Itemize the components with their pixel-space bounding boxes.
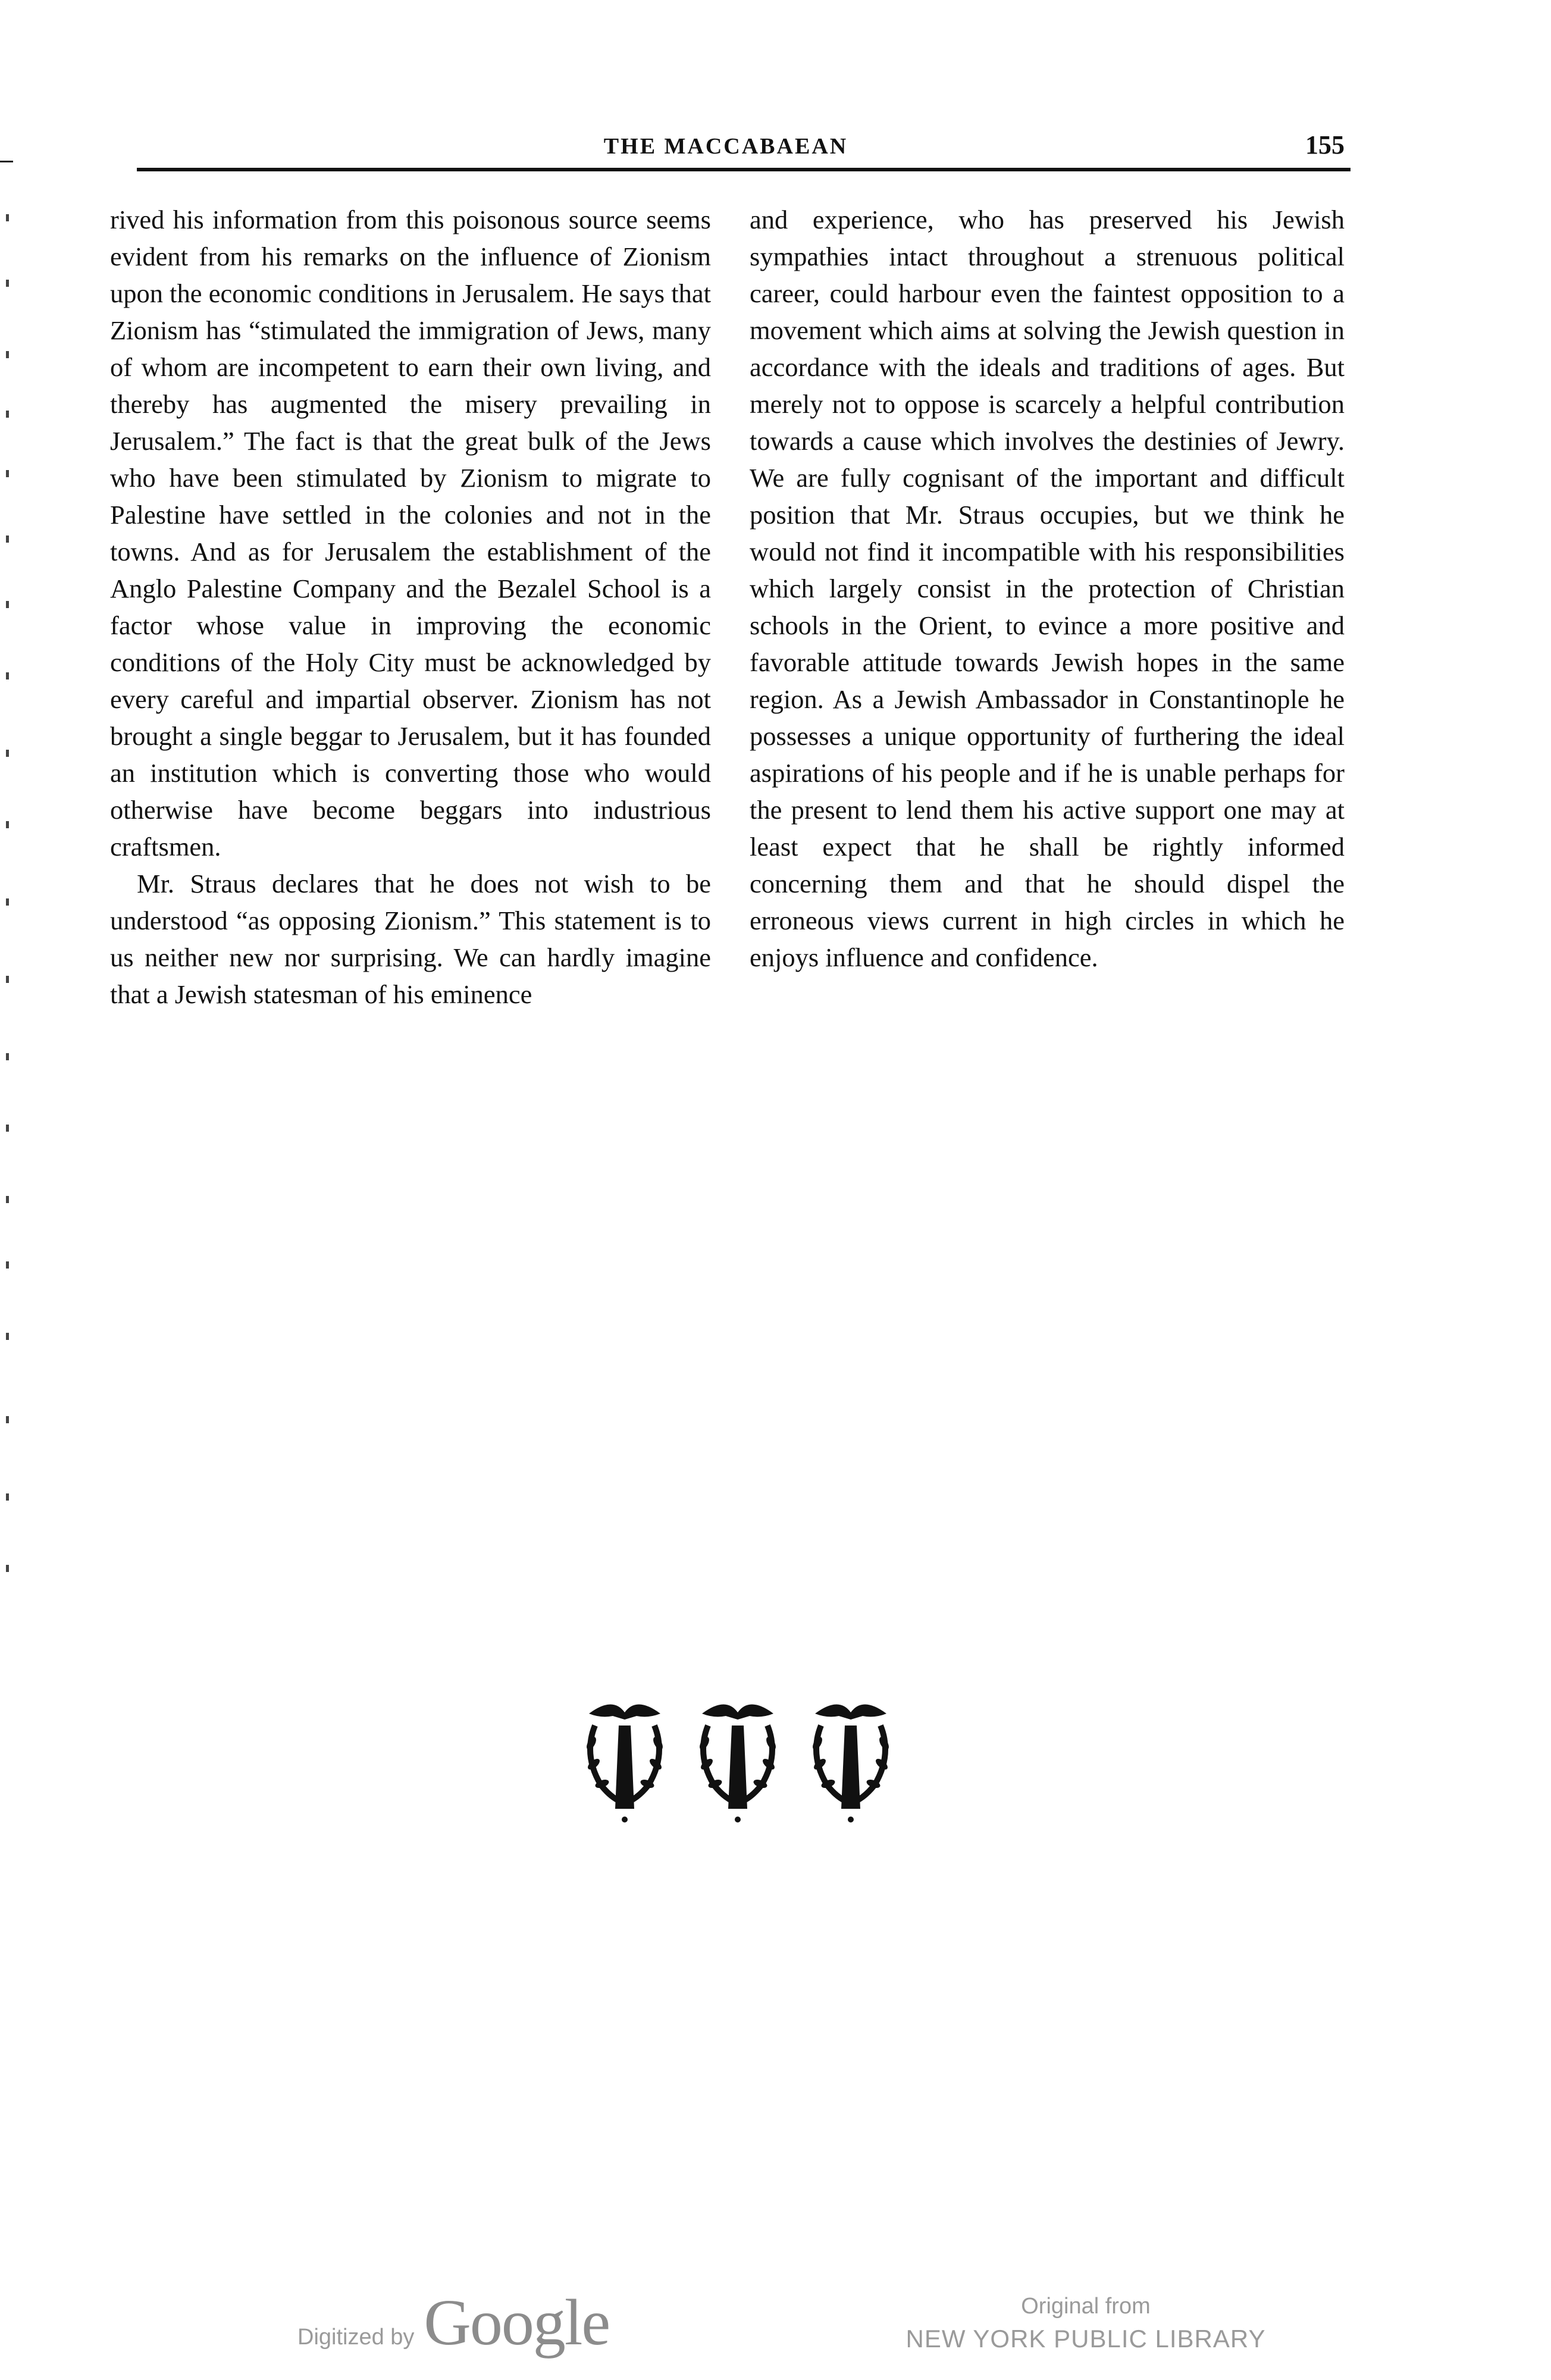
wreath-ornament-icon [571, 1690, 904, 1833]
original-from-label: Original from [1021, 2294, 1151, 2319]
google-logo: Google [424, 2286, 610, 2359]
page-header [107, 130, 1345, 171]
left-column [110, 201, 711, 1013]
scan-edge-mark [0, 161, 13, 162]
left-paragraph-2: Mr. Straus declares that he does not wish to be understood “as opposing Zionism.” This statement is to us neither new nor surprising. We can hardly imagine that a Jewish statesman of his eminence [110, 869, 711, 1009]
digitized-label: Digitized by [297, 2325, 415, 2350]
running-head: THE MACCABAEAN [603, 134, 848, 159]
left-paragraph-1: rived his information from this poisonous source seems evident from his remarks on the influence of Zionism upon the economic conditions in Jerusalem. He says that Zionism has “stimulated the immigration of Jews, many of whom are incompetent to earn their own living, and thereby has augmented the misery prevailing in Jerusalem.” The fact is that the great bulk of the Jews who have been stimulated by Zionism to migrate to Palestine have settled in the colonies and not in the towns. And as for Jerusalem the establishment of the Anglo Palestine Company and the Bezalel School is a factor whose value in improving the economic conditions of the Holy City must be acknowledged by every careful and impartial observer. Zionism has not brought a single beggar to Jerusalem, but it has founded an institution which is converting those who would otherwise have become beggars into industrious craftsmen. [110, 205, 711, 862]
library-name: NEW YORK PUBLIC LIBRARY [905, 2325, 1266, 2353]
digitized-by-google [297, 2285, 610, 2359]
page-number: 155 [1305, 130, 1345, 159]
header-rule [137, 168, 1351, 171]
scan-margin-specks [0, 214, 18, 1583]
right-column [750, 201, 1345, 976]
right-paragraph-1: and experience, who has preserved his Jewish sympathies intact throughout a strenuous political career, could harbour even the faintest opposition to a movement which aims at solving the Jewish question in accordance with the ideals and traditions of ages. But merely not to oppose is scarcely a helpful contribution towards a cause which involves the destinies of Jewry. We are fully cognisant of the important and difficult position that Mr. Straus occupies, but we think he would not find it incompatible with his responsibilities which largely consist in the protection of Christian schools in the Orient, to evince a more positive and favorable attitude towards Jewish hopes in the same region. As a Jewish Ambassador in Constantinople he possesses a unique opportunity of furthering the ideal aspirations of his people and if he is unable perhaps for the present to lend them his active support one may at least expect that he shall be rightly informed concerning them and that he should dispel the erroneous views current in high circles in which he enjoys influence and confidence. [750, 205, 1345, 972]
original-from-credit [892, 2291, 1279, 2356]
